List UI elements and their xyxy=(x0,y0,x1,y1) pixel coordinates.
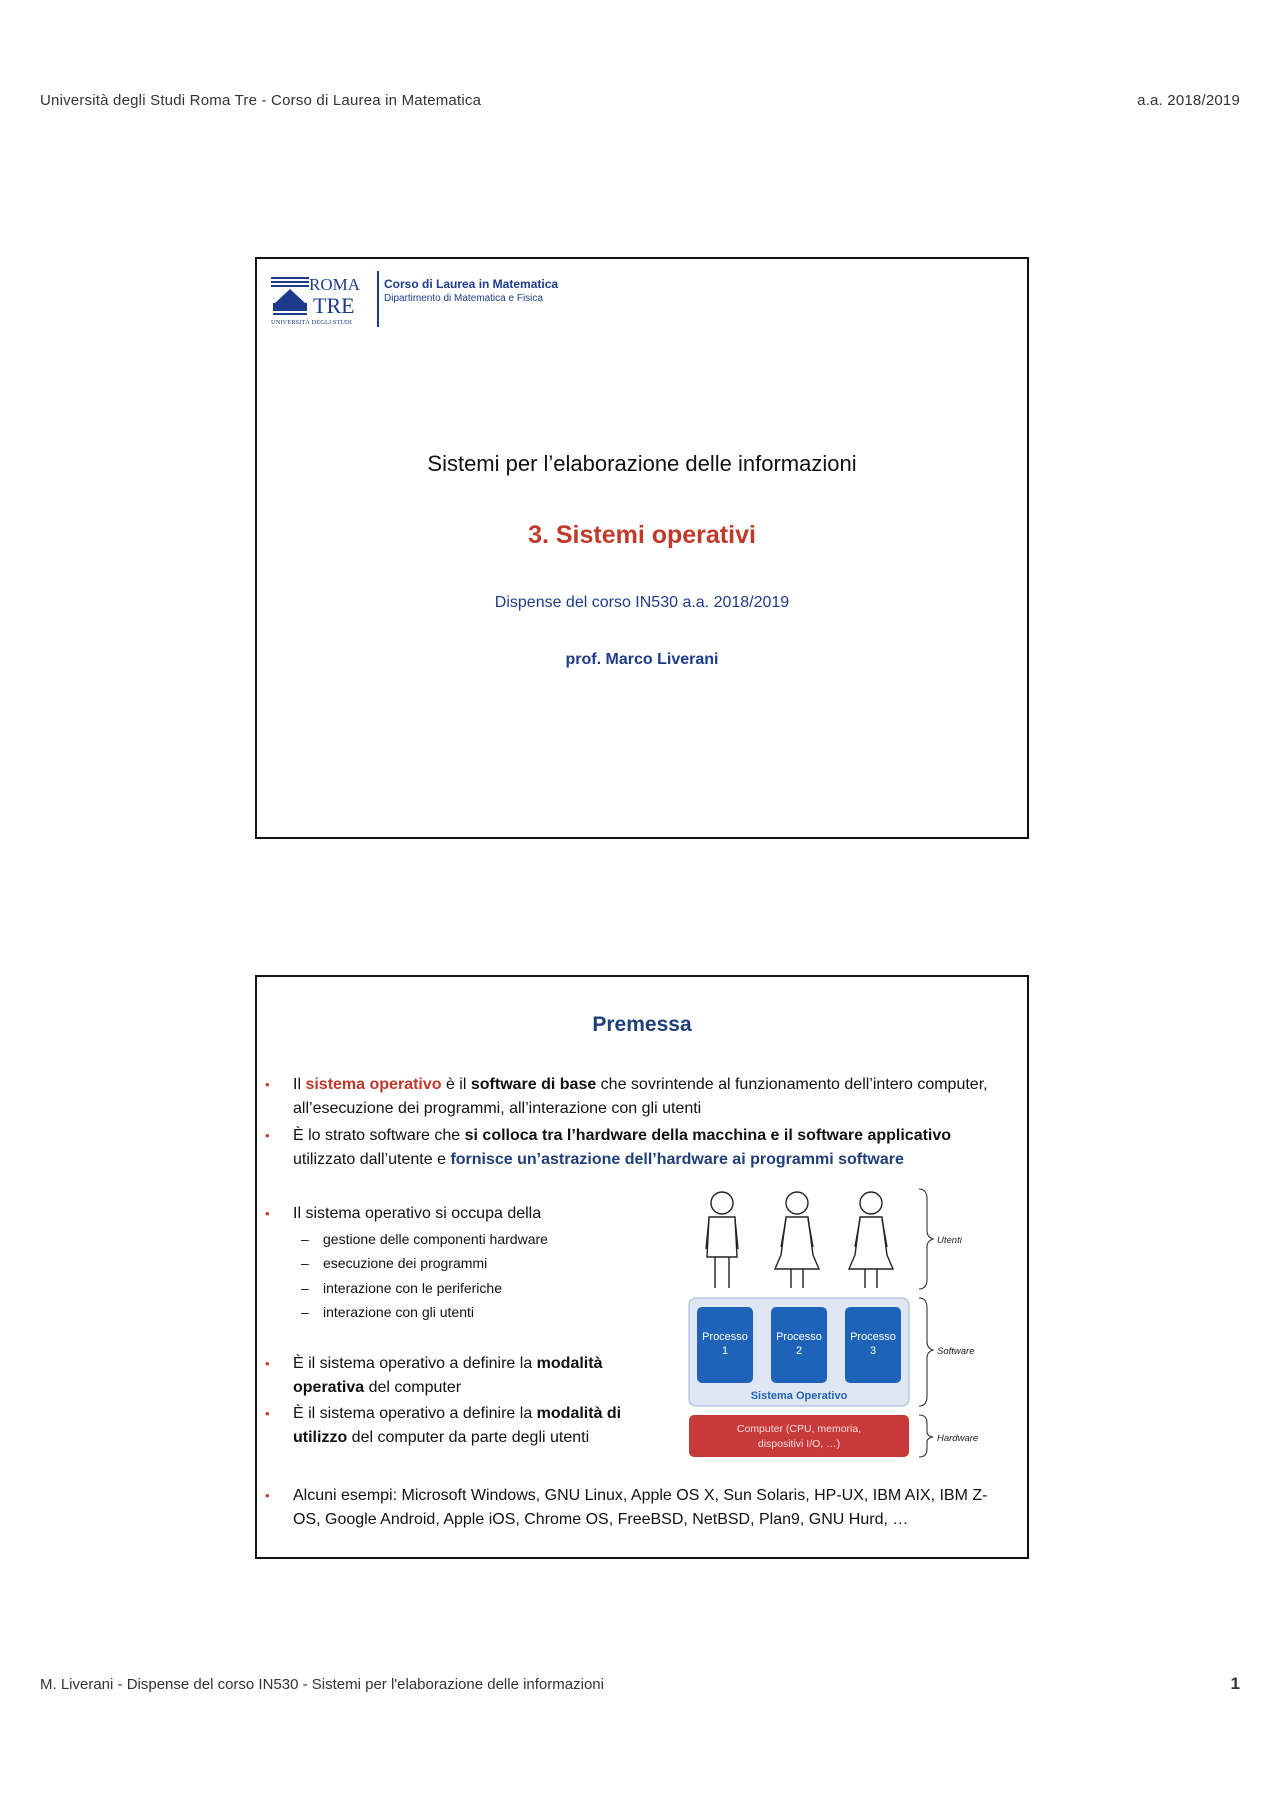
text-run: del computer xyxy=(364,1379,462,1396)
slide-heading: Premessa xyxy=(592,1013,692,1036)
bullet-2 xyxy=(265,1124,1005,1172)
sub-item: – esecuzione dei programmi xyxy=(301,1255,488,1271)
org-subtitle: Dipartimento di Matematica e Fisica xyxy=(384,293,543,304)
slide-premessa xyxy=(255,975,1029,1559)
course-name: Sistemi per l’elaborazione delle informazioni xyxy=(427,451,857,476)
bullet-5 xyxy=(265,1402,655,1450)
sub-item-text: esecuzione dei programmi xyxy=(323,1255,488,1271)
logo-separator xyxy=(377,271,379,327)
hardware-label: Computer (CPU, memoria, xyxy=(736,1423,862,1435)
hardware-box xyxy=(689,1415,909,1457)
logo-line1: ROMA xyxy=(309,275,361,294)
bullet-1 xyxy=(265,1073,1005,1121)
sub-item: – gestione delle componenti hardware xyxy=(301,1231,548,1247)
process-number: 3 xyxy=(869,1345,877,1357)
page-footer-left: M. Liverani - Dispense del corso IN530 - Sistemi per l'elaborazione delle informazioni xyxy=(40,1676,604,1693)
text-run: modalità operativa xyxy=(293,1355,603,1396)
process-label: Processo xyxy=(850,1331,896,1343)
brace-label-hardware: Hardware xyxy=(937,1433,979,1444)
brace-users xyxy=(919,1189,933,1289)
author: prof. Marco Liverani xyxy=(565,651,719,668)
slide-heading: 3. Sistemi operativi xyxy=(528,521,756,549)
roma-tre-logo xyxy=(269,273,369,327)
course-subtitle: Dispense del corso IN530 a.a. 2018/2019 xyxy=(494,594,790,611)
bullet-dot: • xyxy=(265,1488,270,1503)
text-run: del computer da parte degli utenti xyxy=(347,1429,590,1446)
text-run: software di base xyxy=(470,1076,597,1093)
bullet-3-text: Il sistema operativo si occupa della xyxy=(293,1205,542,1222)
bullet-dot: • xyxy=(265,1406,270,1421)
logo-line2: TRE xyxy=(313,293,355,318)
text-run: fornisce un’astrazione dell’hardware ai programmi software xyxy=(450,1151,904,1168)
bullet-dot: • xyxy=(265,1206,270,1221)
brace-software xyxy=(919,1298,933,1406)
text-run: modalità di utilizzo xyxy=(293,1405,622,1446)
page-number: 1 xyxy=(1230,1674,1240,1693)
user-figure-female xyxy=(849,1192,893,1288)
page-header-right: a.a. 2018/2019 xyxy=(1137,92,1240,109)
bullet-dot: • xyxy=(265,1128,270,1143)
text-run: È il sistema operativo a definire la xyxy=(293,1355,537,1372)
brace-hardware xyxy=(919,1415,933,1457)
sub-item-text: gestione delle componenti hardware xyxy=(323,1231,548,1247)
text-run: È il sistema operativo a definire la xyxy=(293,1405,537,1422)
hardware-label: dispositivi I/O, …) xyxy=(757,1438,841,1450)
bullet-6-text: Alcuni esempi: Microsoft Windows, GNU Linux, Apple OS X, Sun Solaris, HP-UX, IBM AIX, IBM Z-OS, Google Android, Apple iOS, Chrome OS, FreeBSD, NetBSD, Plan9, GNU Hurd, … xyxy=(293,1487,988,1528)
user-figure-female xyxy=(775,1192,819,1288)
process-label: Processo xyxy=(702,1331,748,1343)
sub-item: – interazione con le periferiche xyxy=(301,1280,502,1296)
text-run: sistema operativo xyxy=(305,1076,442,1093)
text-run: si colloca tra l’hardware della macchina e il software applicativo xyxy=(464,1127,952,1144)
brace-label-users: Utenti xyxy=(937,1235,962,1246)
page-header-left: Università degli Studi Roma Tre - Corso di Laurea in Matematica xyxy=(40,92,482,109)
sub-item: – interazione con gli utenti xyxy=(301,1304,474,1320)
logo-line3: UNIVERSITÀ DEGLI STUDI xyxy=(271,319,352,326)
os-label: Sistema Operativo xyxy=(750,1390,848,1402)
bullet-dot: • xyxy=(265,1356,270,1371)
text-run: utilizzato dall’utente e xyxy=(293,1151,451,1168)
text-run: È lo strato software che xyxy=(293,1127,465,1144)
process-number: 1 xyxy=(721,1345,729,1357)
brace-label-software: Software xyxy=(937,1346,975,1357)
os-layers-diagram xyxy=(687,1185,1017,1465)
sub-item-text: interazione con le periferiche xyxy=(323,1280,502,1296)
slide-title xyxy=(255,257,1029,839)
user-figure-male xyxy=(706,1192,738,1288)
bullet-dot: • xyxy=(265,1077,270,1092)
sub-item-text: interazione con gli utenti xyxy=(323,1304,474,1320)
process-label: Processo xyxy=(776,1331,822,1343)
process-number: 2 xyxy=(795,1345,803,1357)
org-title: Corso di Laurea in Matematica xyxy=(384,277,559,291)
text-run: è il xyxy=(441,1076,471,1093)
text-run: Il xyxy=(293,1076,306,1093)
org-block xyxy=(384,277,558,304)
bullet-4 xyxy=(265,1352,655,1400)
bullet-3 xyxy=(265,1202,665,1226)
text-run: che sovrintende al funzionamento dell’intero computer, all’esecuzione dei programmi, all’interazione con gli utenti xyxy=(293,1076,988,1117)
bullet-6 xyxy=(265,1484,1005,1532)
